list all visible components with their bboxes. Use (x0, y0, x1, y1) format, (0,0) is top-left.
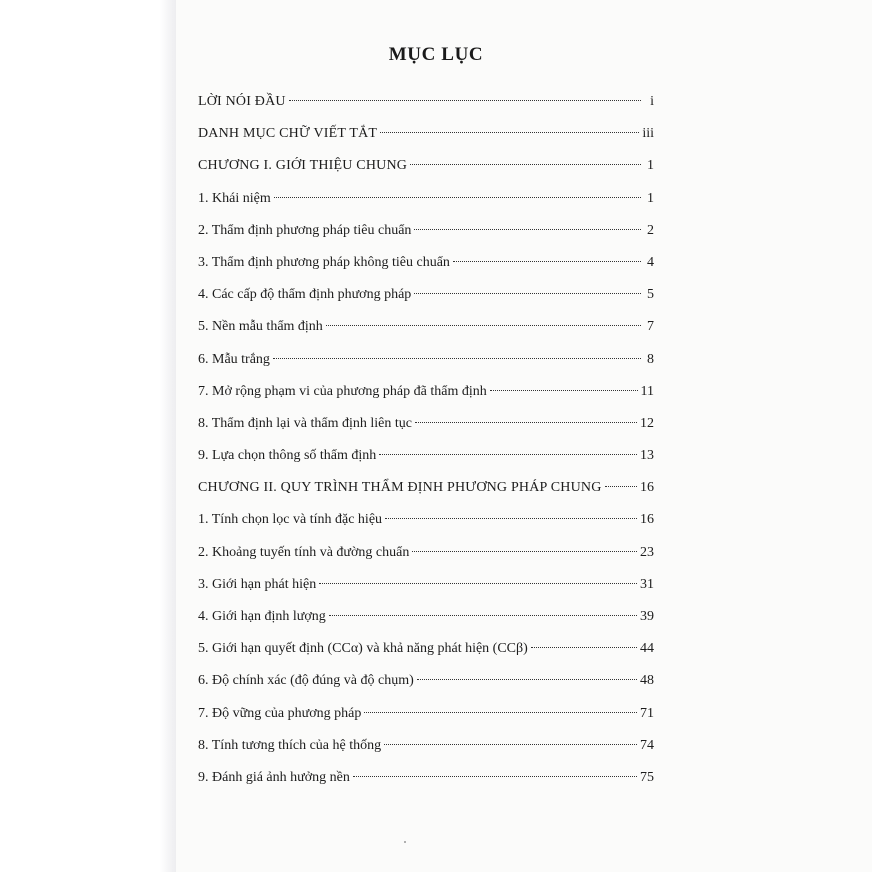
dot-leader (453, 261, 641, 262)
dot-leader (329, 615, 637, 616)
dot-leader (415, 422, 637, 423)
toc-entry-label: 4. Giới hạn định lượng (198, 609, 326, 624)
toc-entry-label: CHƯƠNG I. GIỚI THIỆU CHUNG (198, 158, 408, 174)
toc-entry (198, 504, 654, 536)
toc-entry-page: 5 (647, 287, 654, 303)
dot-leader (319, 583, 637, 584)
dot-leader (412, 551, 637, 552)
toc-entry-page: 11 (640, 383, 654, 399)
toc-entry-page: 74 (640, 737, 654, 753)
toc-entry-label: 5. Giới hạn quyết định (CCα) và khả năng phát hiện (CCβ) (198, 641, 528, 657)
toc-entry-label: 2. Khoảng tuyến tính và đường chuẩn (198, 544, 410, 560)
toc-entry-label: 6. Mẫu trắng (198, 351, 270, 367)
toc-entry-label: 3. Thẩm định phương pháp không tiêu chuẩn (198, 254, 450, 270)
toc-entry (198, 569, 654, 601)
toc-entry-label: 2. Thẩm định phương pháp tiêu chuẩn (198, 222, 412, 238)
table-of-contents (198, 86, 654, 794)
toc-entry-label: 7. Độ vững của phương pháp (198, 705, 362, 721)
toc-entry-page: 12 (640, 415, 654, 431)
toc-entry-page: 16 (640, 480, 654, 496)
toc-entry-page: 16 (640, 512, 654, 528)
toc-entry-page: iii (642, 126, 654, 142)
dot-leader (380, 132, 639, 133)
toc-entry-label: 5. Nền mẫu thẩm định (198, 319, 323, 335)
dot-leader (531, 647, 637, 648)
dot-leader (410, 164, 641, 165)
dot-leader (384, 744, 637, 745)
dot-leader (353, 776, 637, 777)
toc-entry-page: 23 (640, 544, 654, 560)
toc-entry-label: CHƯƠNG II. QUY TRÌNH THẨM ĐỊNH PHƯƠNG PHÁP CHUNG (198, 480, 602, 496)
dot-leader (417, 679, 637, 680)
toc-entry-label: DANH MỤC CHỮ VIẾT TẮT (198, 126, 378, 142)
toc-entry-label: 8. Tính tương thích của hệ thống (198, 737, 382, 753)
toc-entry (198, 311, 654, 343)
toc-entry (198, 376, 654, 408)
dot-leader (385, 518, 637, 519)
toc-entry (198, 86, 654, 118)
dot-leader (379, 454, 637, 455)
toc-entry (198, 440, 654, 472)
toc-entry-label: 9. Đánh giá ảnh hưởng nền (198, 769, 350, 785)
toc-entry-page: 8 (647, 351, 654, 367)
toc-entry (198, 279, 654, 311)
toc-entry-label: 7. Mở rộng phạm vi của phương pháp đã thẩm định (198, 383, 487, 399)
toc-entry-page: 31 (640, 576, 654, 592)
toc-entry-page: 2 (647, 222, 654, 238)
toc-entry-label: 1. Tính chọn lọc và tính đặc hiệu (198, 512, 383, 528)
toc-entry-page: 1 (647, 158, 654, 174)
dot-leader (274, 197, 641, 198)
dot-leader (273, 358, 641, 359)
toc-entry-label: 4. Các cấp độ thẩm định phương pháp (198, 287, 412, 303)
dot-leader (364, 712, 637, 713)
paper-speck (404, 841, 406, 843)
dot-leader (490, 390, 638, 391)
toc-entry (198, 472, 654, 504)
toc-entry-page: 71 (640, 705, 654, 721)
toc-entry (198, 762, 654, 794)
toc-entry (198, 408, 654, 440)
toc-entry-page: i (650, 94, 654, 109)
toc-entry (198, 215, 654, 247)
toc-entry-label: 1. Khái niệm (198, 190, 271, 206)
toc-entry-label: 9. Lựa chọn thông số thẩm định (198, 448, 377, 464)
dot-leader (414, 293, 641, 294)
spine-shadow (0, 0, 190, 872)
toc-entry (198, 633, 654, 665)
dot-leader (289, 100, 641, 101)
toc-entry-page: 4 (647, 254, 654, 270)
toc-entry-label: LỜI NÓI ĐẦU (198, 94, 286, 109)
toc-entry-page: 13 (640, 448, 654, 464)
toc-entry (198, 118, 654, 150)
toc-entry (198, 344, 654, 376)
toc-entry (198, 665, 654, 697)
toc-entry (198, 537, 654, 569)
dot-leader (605, 486, 637, 487)
toc-entry-label: 6. Độ chính xác (độ đúng và độ chụm) (198, 673, 414, 689)
dot-leader (326, 325, 641, 326)
toc-entry-label: 8. Thẩm định lại và thẩm định liên tục (198, 415, 412, 431)
toc-entry-page: 7 (647, 319, 654, 335)
toc-entry-page: 44 (640, 641, 654, 657)
toc-entry-page: 39 (640, 609, 654, 624)
toc-entry (198, 150, 654, 182)
toc-entry (198, 698, 654, 730)
toc-entry-label: 3. Giới hạn phát hiện (198, 576, 317, 592)
toc-entry (198, 247, 654, 279)
toc-entry-page: 1 (647, 190, 654, 206)
toc-entry-page: 48 (640, 673, 654, 689)
dot-leader (414, 229, 641, 230)
toc-entry (198, 601, 654, 633)
toc-entry (198, 183, 654, 215)
toc-entry-page: 75 (640, 769, 654, 785)
page-title: MỤC LỤC (388, 44, 484, 65)
toc-entry (198, 730, 654, 762)
